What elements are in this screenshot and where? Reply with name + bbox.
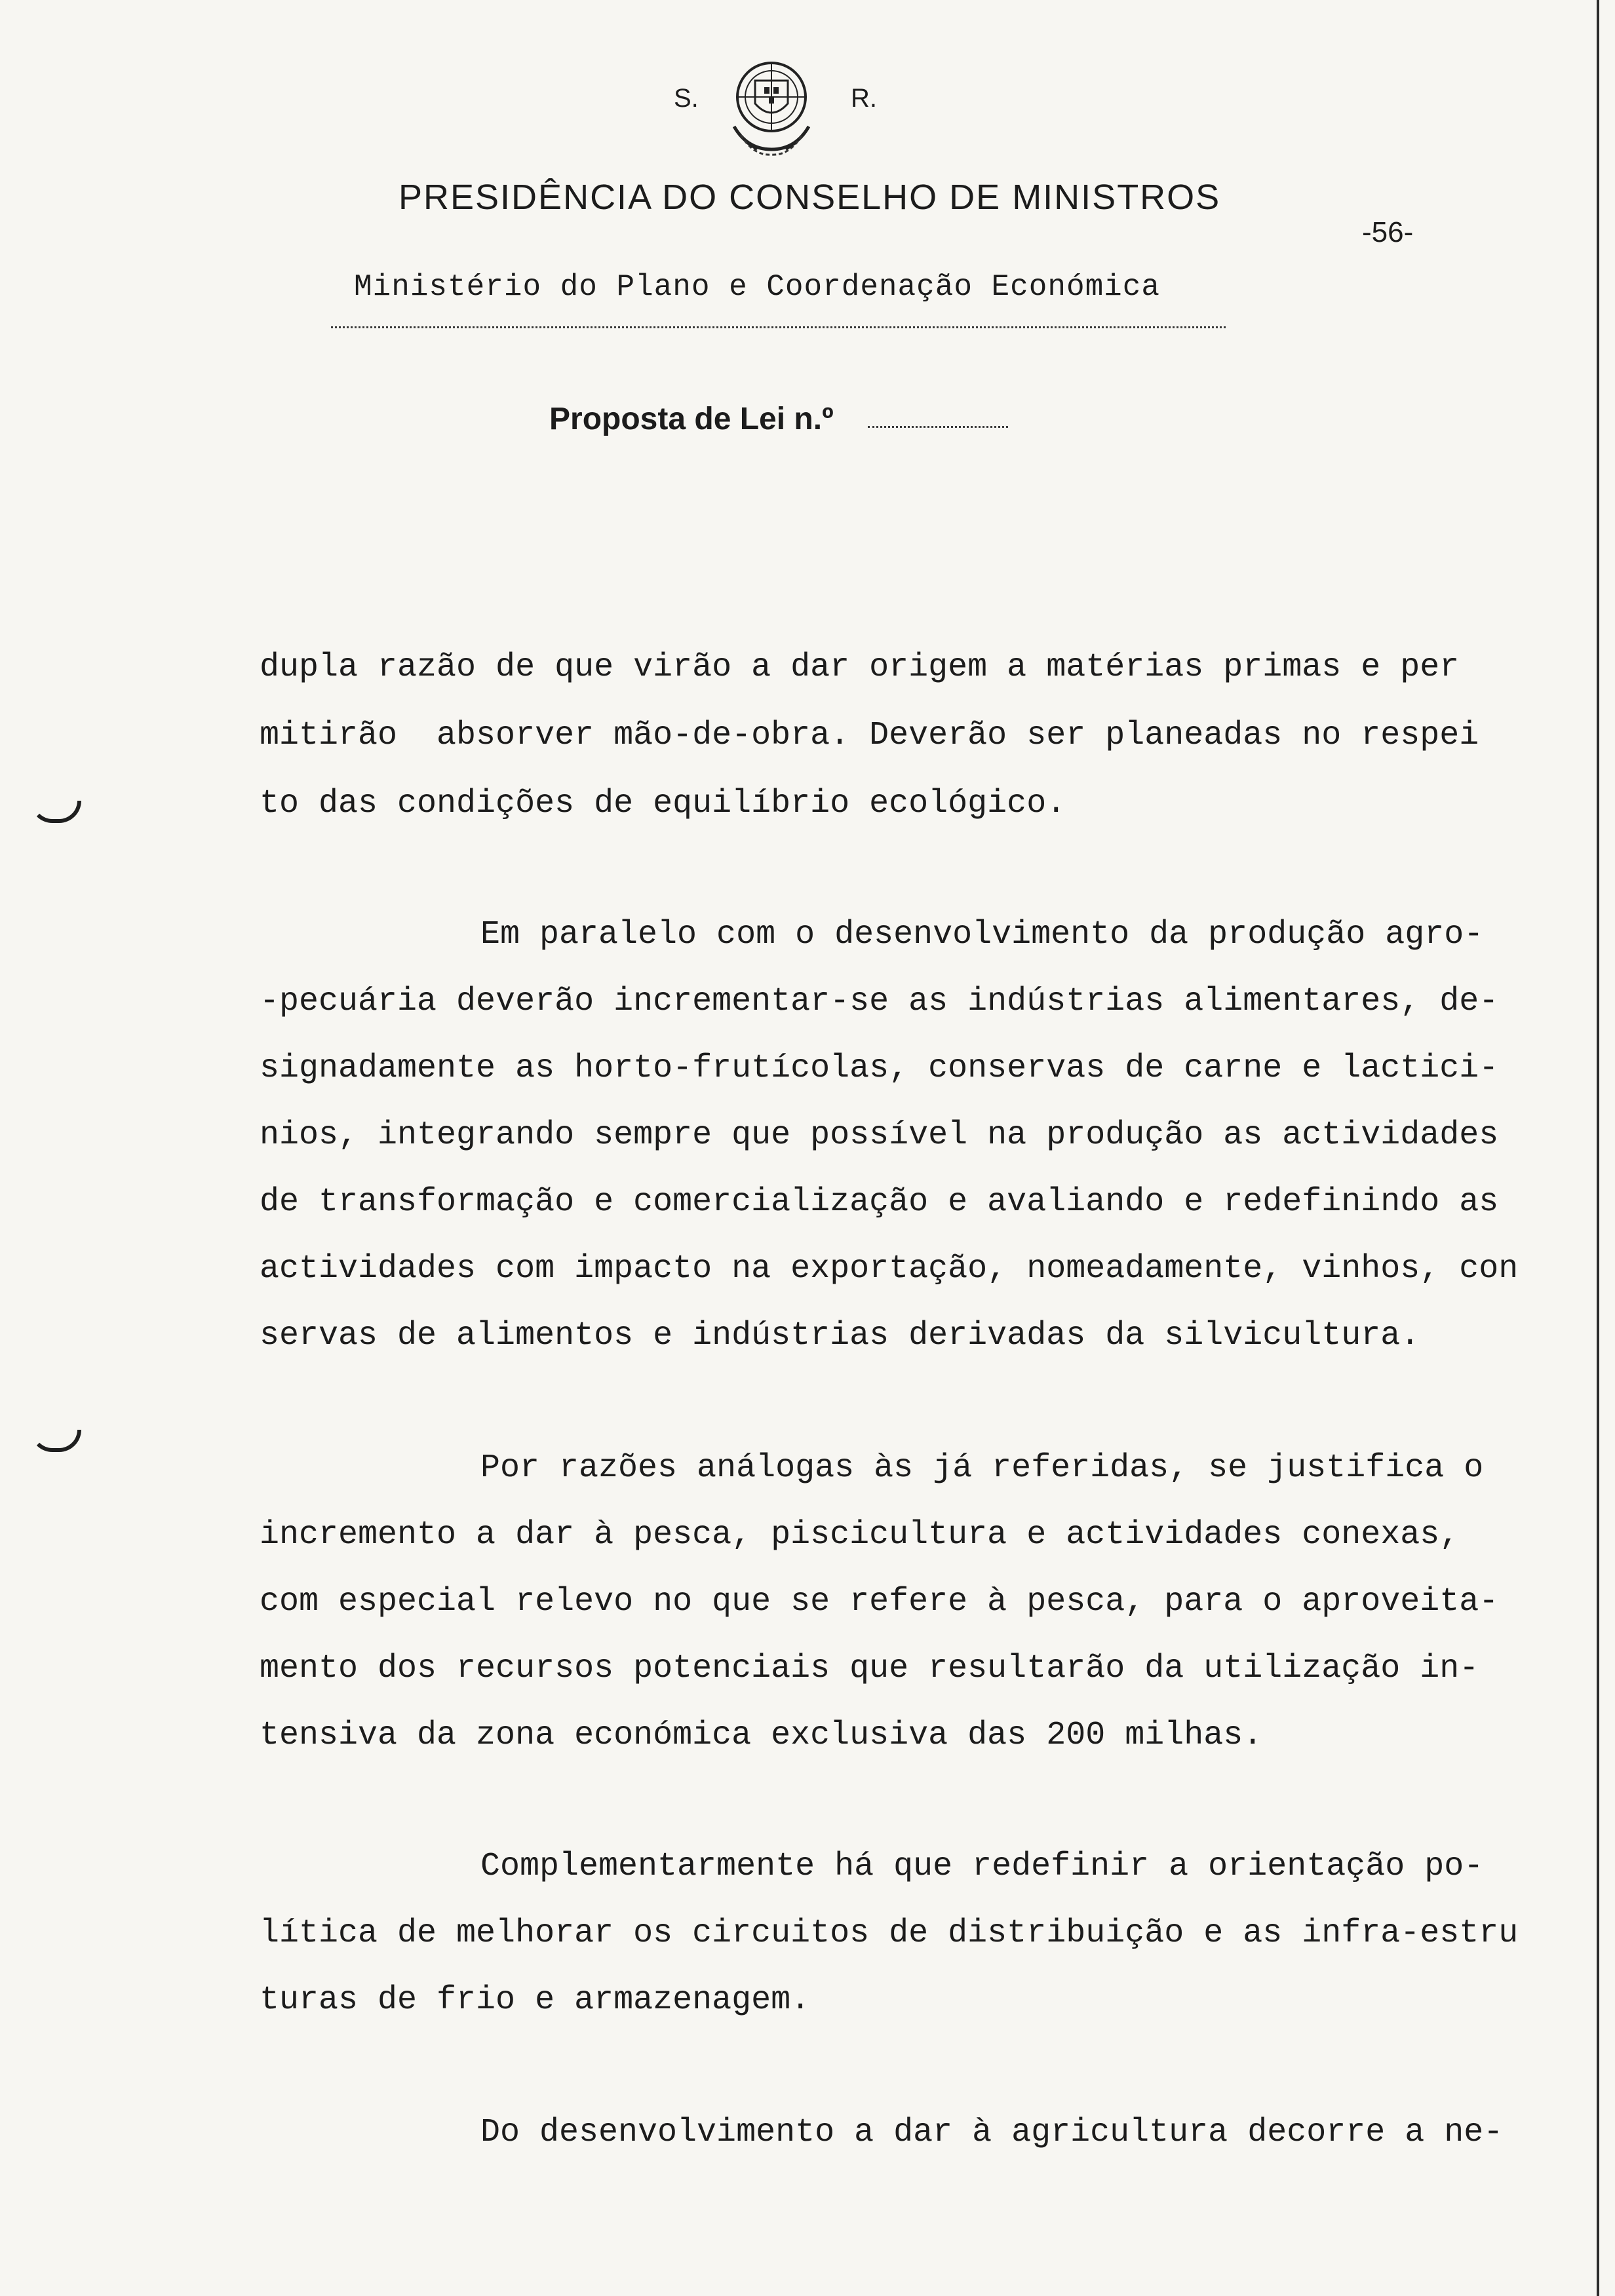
ministry-dotted-rule: [331, 326, 1226, 328]
ministry-heading: Ministério do Plano e Coordenação Económica: [354, 270, 1160, 304]
body-line: incremento a dar à pesca, piscicultura e actividades conexas,: [260, 1516, 1460, 1554]
proposal-number-field: [868, 426, 1008, 428]
body-line: signadamente as horto-frutícolas, conservas de carne e lactici-: [260, 1050, 1499, 1087]
page-number: -56-: [1362, 216, 1414, 248]
body-line: turas de frio e armazenagem.: [260, 1981, 811, 2019]
body-line: Por razões análogas às já referidas, se justifica o: [480, 1449, 1484, 1487]
proposal-label: Proposta de Lei n.º: [549, 402, 834, 436]
body-line: Em paralelo com o desenvolvimento da produção agro-: [480, 916, 1484, 953]
body-line: tensiva da zona económica exclusiva das 200 milhas.: [260, 1717, 1263, 1754]
organization-heading: PRESIDÊNCIA DO CONSELHO DE MINISTROS: [399, 178, 1221, 217]
body-line: to das condições de equilíbrio ecológico.: [260, 785, 1066, 822]
body-line: actividades com impacto na exportação, nomeadamente, vinhos, con: [260, 1250, 1519, 1288]
header-s-letter: S.: [674, 84, 699, 113]
body-line: com especial relevo no que se refere à pesca, para o aproveita-: [260, 1583, 1499, 1620]
body-line: mento dos recursos potenciais que resultarão da utilização in-: [260, 1650, 1479, 1687]
binder-hole-mark: [30, 1430, 81, 1452]
body-line: dupla razão de que virão a dar origem a matérias primas e per: [260, 649, 1460, 686]
page-edge-line: [1597, 0, 1599, 2296]
body-line: Complementarmente há que redefinir a orientação po-: [480, 1848, 1484, 1885]
coat-of-arms-seal: [721, 51, 823, 163]
body-line: nios, integrando sempre que possível na produção as actividades: [260, 1117, 1499, 1154]
body-line: -pecuária deverão incrementar-se as indústrias alimentares, de-: [260, 983, 1499, 1020]
body-line: de transformação e comercialização e avaliando e redefinindo as: [260, 1183, 1499, 1221]
body-line: servas de alimentos e indústrias derivadas da silvicultura.: [260, 1317, 1420, 1354]
body-line: lítica de melhorar os circuitos de distribuição e as infra-estru: [260, 1915, 1519, 1952]
header-r-letter: R.: [851, 84, 877, 113]
binder-hole-mark: [30, 801, 81, 823]
body-line: mitirão absorver mão-de-obra. Deverão ser planeadas no respei: [260, 717, 1479, 754]
body-line: Do desenvolvimento a dar à agricultura decorre a ne-: [480, 2114, 1504, 2151]
